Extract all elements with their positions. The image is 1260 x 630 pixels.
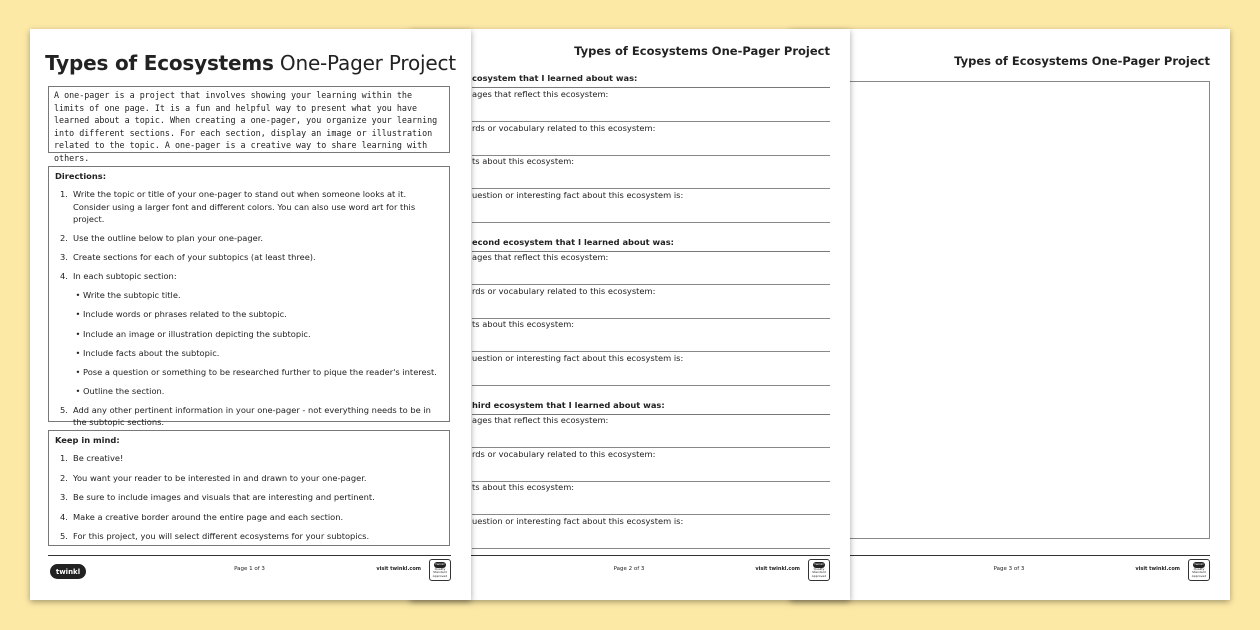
quality-badge-icon [808, 559, 830, 581]
twinkl-logo-icon: twinkl [50, 564, 86, 579]
section-1-row-words: rds or vocabulary related to this ecosystem: [472, 122, 830, 156]
page3-number: Page 3 of 3 [993, 566, 1025, 572]
sub-list-item: • Include words or phrases related to the subtopic. [75, 309, 287, 320]
list-item: 1. Be creative! [60, 453, 124, 463]
list-item: 4. In each subtopic section: • Write the subtopic title. • Include words or phrases related to the subtopic. • Include an image or illustration depicting the subtopic. • Include facts about the subtopic. • Pose a question or something to be researched further to pique the reader's interest. • Outline the section. [55, 270, 443, 397]
badge-text: Quality Standard Approved [1191, 566, 1207, 578]
section-3-heading: hird ecosystem that I learned about was: [472, 400, 830, 415]
directions-heading: Directions: [55, 171, 107, 181]
section-2-row-question: uestion or interesting fact about this ecosystem is: [472, 352, 830, 386]
list-item: 3. Be sure to include images and visuals that are interesting and pertinent. [60, 492, 375, 502]
page1-title [30, 51, 471, 75]
section-3-row-words: rds or vocabulary related to this ecosystem: [472, 448, 830, 482]
list-item: 5. Add any other pertinent information in your one-pager - not everything needs to be in the subtopic sections. [60, 404, 431, 428]
list-item: 2. Use the outline below to plan your one-pager. [60, 233, 264, 244]
sub-list-item: • Outline the section. [75, 385, 165, 396]
intro-text-box [48, 86, 450, 163]
sub-list-item: • Include facts about the subtopic. [75, 347, 220, 358]
badge-logo: twinkl [435, 562, 445, 566]
page2-title: Types of Ecosystems One-Pager Project [574, 44, 830, 58]
page1-footer [48, 555, 451, 586]
directions-box [48, 166, 450, 428]
section-1-row-facts: ts about this ecosystem: [472, 155, 830, 189]
section-3-row-facts: ts about this ecosystem: [472, 481, 830, 515]
list-item: 2. You want your reader to be interested in and drawn to your one-pager. [60, 472, 367, 483]
section-3-row-question: uestion or interesting fact about this ecosystem is: [472, 515, 830, 549]
keep-in-mind-list [55, 452, 443, 543]
list-item: 4. Make a creative border around the entire page and each section. [60, 511, 344, 522]
page2-number: Page 2 of 3 [613, 566, 645, 572]
section-2-row-words: rds or vocabulary related to this ecosystem: [472, 285, 830, 319]
section-2-row-images: ages that reflect this ecosystem: [472, 251, 830, 285]
worksheet-page-1 [30, 29, 471, 600]
quality-badge-icon [1188, 559, 1210, 581]
badge-logo: twinkl [1194, 562, 1204, 566]
section-1-row-question: uestion or interesting fact about this ecosystem is: [472, 189, 830, 223]
worksheet-page-3 [790, 29, 1230, 600]
intro-text: A one-pager is a project that involves showing your learning within the limits of one page. It is a fun and helpful way to present what you have learned about a topic. When creating a one-pager, you organize your learning into different sections. For each section, display an image or illustration related to the topic. A one-pager is a creative way to share learning with others. [54, 90, 438, 163]
sub-list-item: • Pose a question or something to be researched further to pique the reader's interest. [75, 366, 437, 377]
page3-title: Types of Ecosystems One-Pager Project [954, 54, 1210, 68]
visit-link: visit twinkl.com [755, 566, 800, 572]
title-bold: Types of Ecosystems [45, 51, 274, 75]
sub-list-item: • Include an image or illustration depicting the subtopic. [75, 328, 311, 339]
list-item: 5. For this project, you will select different ecosystems for your subtopics. [60, 531, 370, 541]
badge-text: Quality Standard Approved [811, 566, 827, 578]
list-item: 1. Write the topic or title of your one-pager to stand out when someone looks at it. Consider using a larger font and different colors. You can also use word art for this project. [60, 189, 416, 224]
visit-link: visit twinkl.com [376, 566, 421, 572]
keep-in-mind-box [48, 430, 450, 546]
title-rest: One-Pager Project [279, 51, 456, 75]
directions-list [55, 188, 443, 429]
sub-list-item: • Write the subtopic title. [75, 290, 181, 301]
keep-in-mind-heading: Keep in mind: [55, 435, 120, 445]
page3-footer [808, 555, 1210, 586]
page2-footer [428, 555, 830, 586]
badge-text: Quality Standard Approved [432, 566, 448, 578]
badge-logo: twinkl [814, 562, 824, 566]
subtopic-list [55, 283, 443, 398]
section-2-row-facts: ts about this ecosystem: [472, 318, 830, 352]
list-item: 3. Create sections for each of your subtopics (at least three). [60, 252, 316, 263]
visit-link: visit twinkl.com [1135, 566, 1180, 572]
section-3-row-images: ages that reflect this ecosystem: [472, 414, 830, 448]
section-2-heading: econd ecosystem that I learned about was: [472, 237, 830, 252]
page1-number: Page 1 of 3 [234, 566, 265, 572]
quality-badge-icon [429, 559, 451, 581]
page3-drawing-frame [808, 81, 1210, 539]
section-1-row-images: ages that reflect this ecosystem: [472, 88, 830, 122]
worksheet-page-2 [410, 29, 850, 600]
section-1-heading: cosystem that I learned about was: [472, 73, 830, 88]
